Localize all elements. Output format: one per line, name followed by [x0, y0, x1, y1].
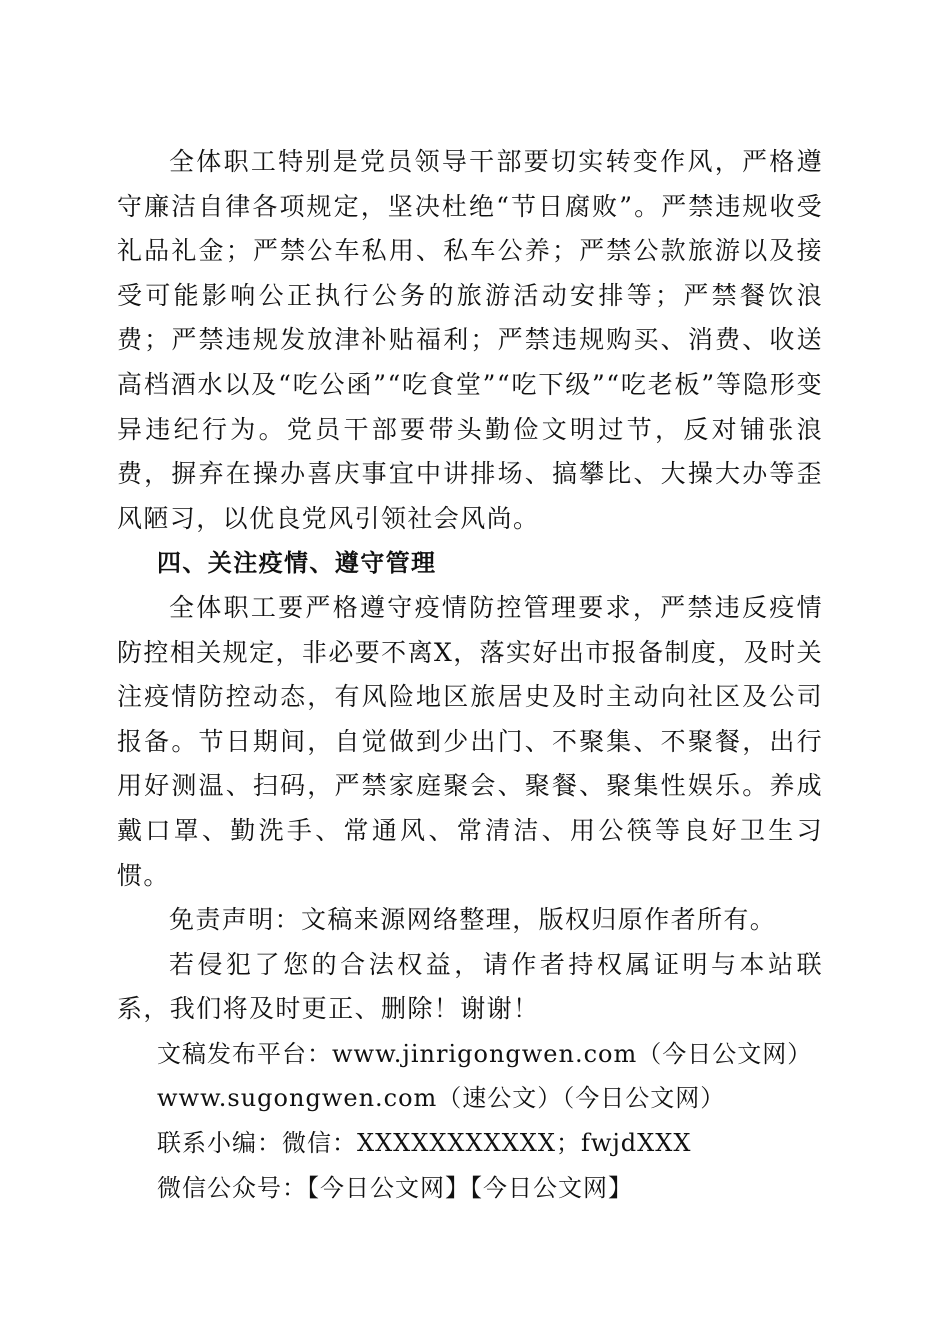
infringement-paragraph: 若侵犯了您的合法权益，请作者持权属证明与本站联系，我们将及时更正、删除！谢谢！ [117, 949, 823, 1024]
section-heading: 四、关注疫情、遵守管理 [157, 549, 437, 578]
contact-line: 联系小编：微信：XXXXXXXXXXX；fwjdXXX [157, 1129, 692, 1158]
platform-line: 文稿发布平台：www.jinrigongwen.com（今日公文网） [157, 1039, 813, 1068]
wechat-account-line: 微信公众号：【今日公文网】【今日公文网】 [157, 1173, 633, 1202]
alt-site-line: www.sugongwen.com（速公文）（今日公文网） [157, 1084, 726, 1113]
epidemic-paragraph: 全体职工要严格遵守疫情防控管理要求，严禁违反疫情防控相关规定，非必要不离X，落实好出市报备制度，及时关注疫情防控动态，有风险地区旅居史及时主动向社区及公司报备。节日期间，自觉做到少出门、不聚集、不聚餐，出行用好测温、扫码，严禁家庭聚会、聚餐、聚集性娱乐。养成戴口罩、勤洗手、常通风、常清洁、用公筷等良好卫生习惯。 [117, 592, 823, 890]
document-body [117, 140, 823, 1210]
conduct-paragraph: 全体职工特别是党员领导干部要切实转变作风，严格遵守廉洁自律各项规定，坚决杜绝“节日腐败”。严禁违规收受礼品礼金；严禁公车私用、私车公养；严禁公款旅游以及接受可能影响公正执行公务的旅游活动安排等；严禁餐饮浪费；严禁违规发放津补贴福利；严禁违规购买、消费、收送高档酒水以及“吃公函”“吃食堂”“吃下级”“吃老板”等隐形变异违纪行为。党员干部要带头勤俭文明过节，反对铺张浪费，摒弃在操办喜庆事宜中讲排场、搞攀比、大操大办等歪风陋习，以优良党风引领社会风尚。 [117, 147, 823, 533]
disclaimer-paragraph: 免责声明：文稿来源网络整理，版权归原作者所有。 [169, 905, 777, 935]
